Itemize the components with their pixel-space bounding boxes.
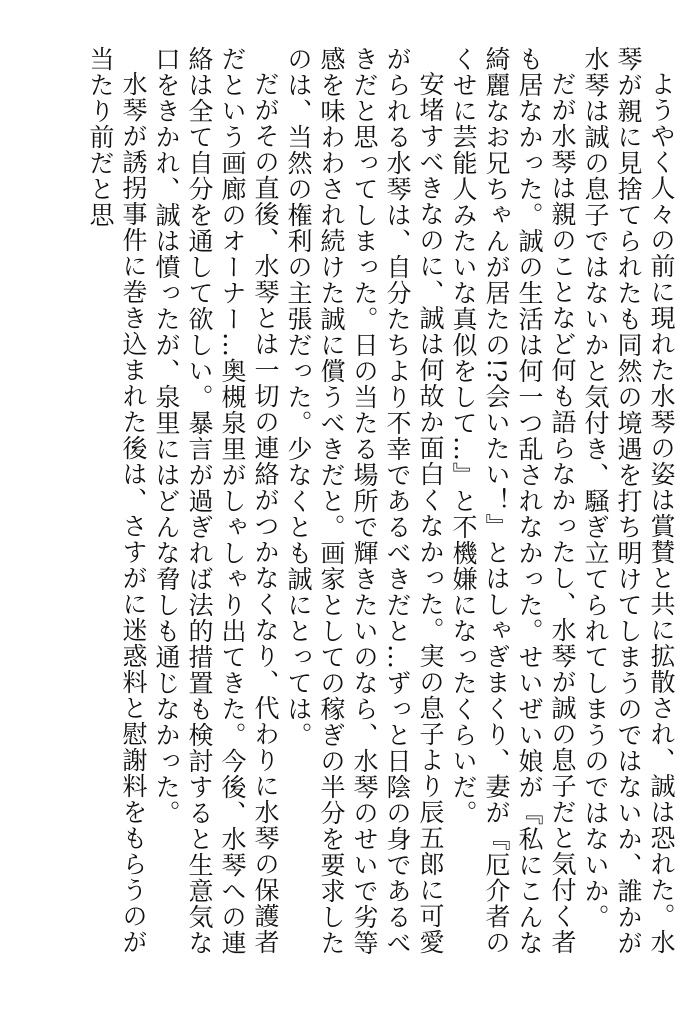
paragraph-4: だがその直後、水琴とは一切の連絡がつかなくなり、代わりに水琴の保護者だという画廊のオーナー…奥槻泉里がしゃしゃり出てきた。今後、水琴への連絡は全て自分を通して欲しい。暴言が過ぎれば法的措置も検討すると生意気な口をきかれ、誠は憤ったが、泉里にはどんな脅しも通じなかった。 bbox=[152, 46, 280, 956]
paragraph-3: 安堵すべきなのに、誠は何故か面白くなかった。実の息子より辰五郎に可愛がられる水琴は、自分たちより不幸であるべきだと…ずっと日陰の身であるべきだと思ってしまった。日の当たる場所で輝きたいのなら、水琴のせいで劣等感を味わわされ続けた誠に償うべきだと。画家としての稼ぎの半分を要求したのは、当然の権利の主張だった。少なくとも誠にとっては。 bbox=[284, 46, 445, 956]
vertical-text-body bbox=[84, 46, 678, 966]
paragraph-5: 水琴が誘拐事件に巻き込まれた後は、さすがに迷惑料と慰謝料をもらうのが当たり前だと思 bbox=[86, 46, 148, 955]
paragraph-1: ようやく人々の前に現れた水琴の姿は賞賛と共に拡散され、誠は恐れた。水琴が親に見捨てられたも同然の境遇を打ち明けてしまうのではないか、誰かが水琴は誠の息子ではないかと気付き、騒ぎ立てられてしまうのではないか。 bbox=[581, 46, 676, 956]
paragraph-2: だが水琴は親のことなど何も語らなかったし、水琴が誠の息子だと気付く者も居なかった。誠の生活は何一つ乱されなかった。せいぜい娘が『私にこんな綺麗なお兄ちゃんが居たの!?会いたい！』とはしゃぎまくり、妻が『厄介者のくせに芸能人みたいな真似をして…』と不機嫌になったくらいだ。 bbox=[449, 46, 577, 956]
page-edge bbox=[6, 0, 7, 1015]
